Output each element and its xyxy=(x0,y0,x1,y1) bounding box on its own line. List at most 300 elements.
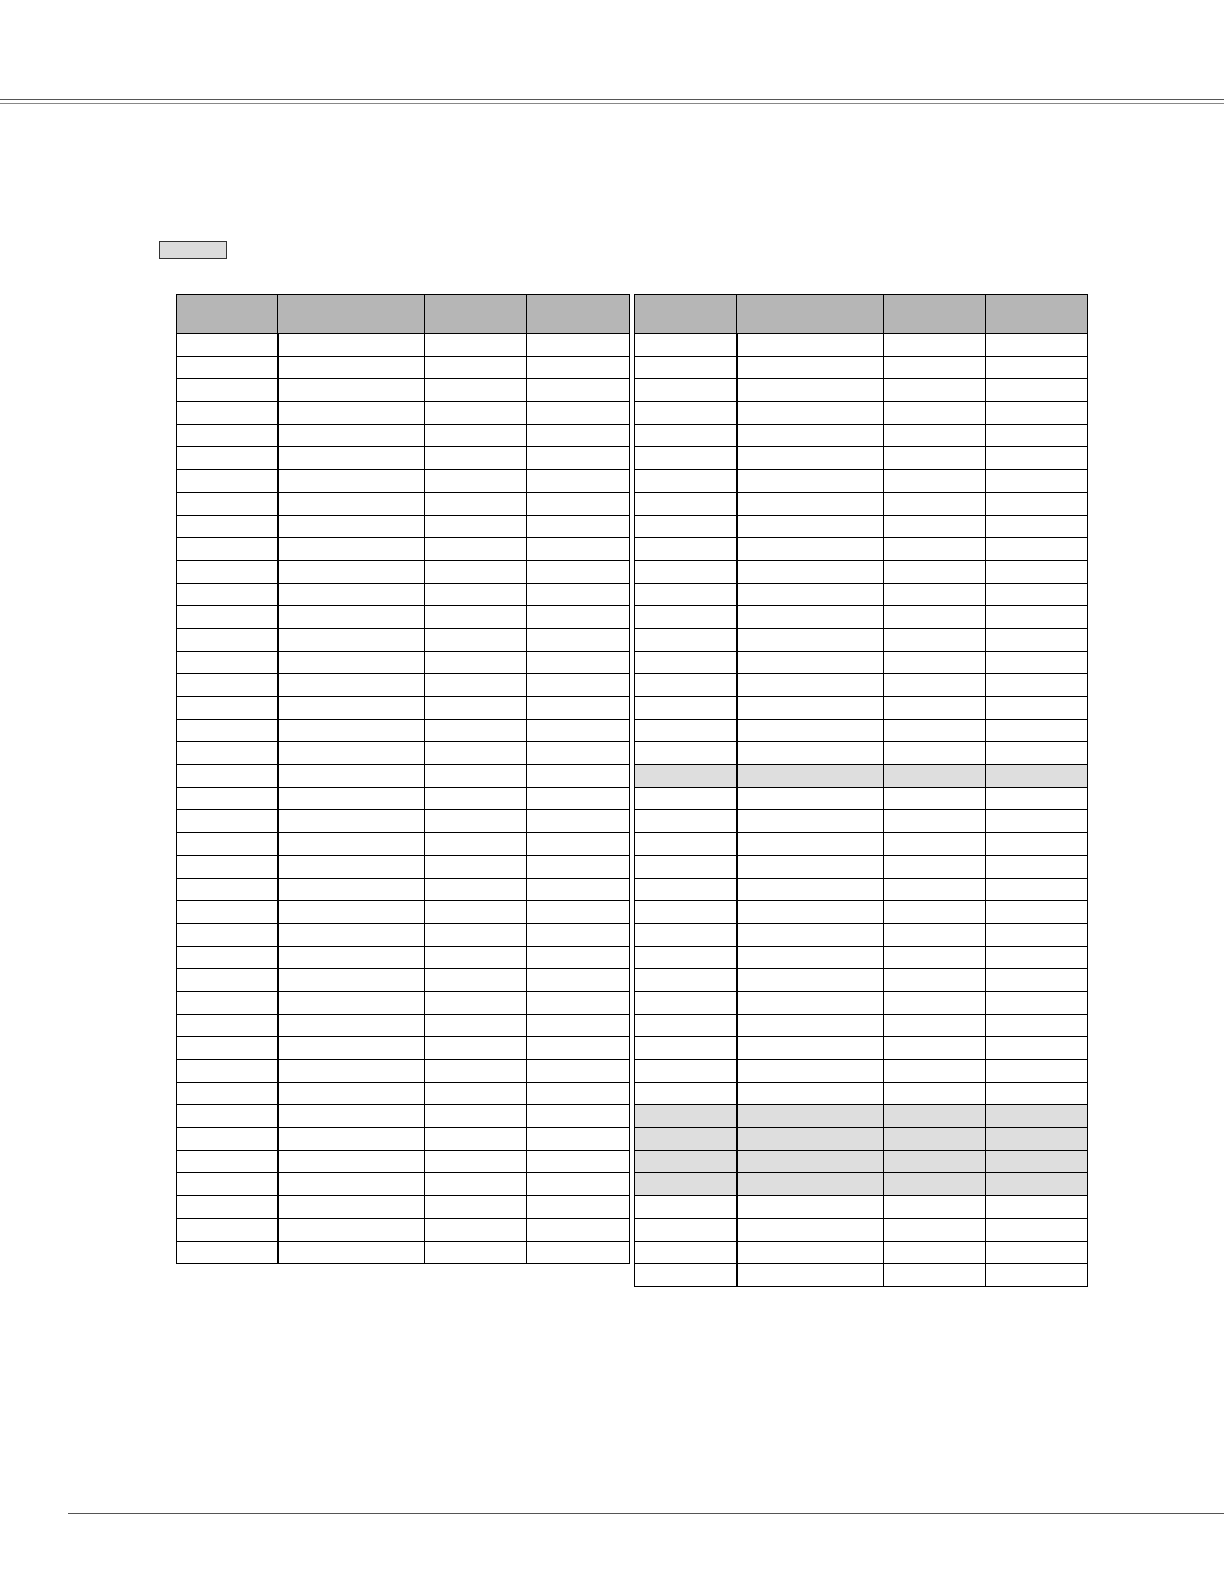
table-cell xyxy=(737,946,884,969)
table-cell xyxy=(635,628,737,651)
table-row xyxy=(177,855,630,878)
table-cell xyxy=(737,583,884,606)
table-cell xyxy=(884,470,986,493)
table-cell xyxy=(177,787,278,810)
table-cell xyxy=(278,379,425,402)
table-cell xyxy=(635,1196,737,1219)
table-cell xyxy=(278,1150,425,1173)
table-cell xyxy=(737,719,884,742)
table-cell xyxy=(425,1105,527,1128)
table-cell xyxy=(737,560,884,583)
table-row xyxy=(177,1218,630,1241)
table-row xyxy=(177,787,630,810)
table-cell xyxy=(527,674,630,697)
table-cell xyxy=(177,946,278,969)
table-row xyxy=(177,1060,630,1083)
table-cell xyxy=(177,651,278,674)
table-cell xyxy=(278,833,425,856)
table-row xyxy=(635,878,1088,901)
table-row xyxy=(635,1037,1088,1060)
table-cell xyxy=(177,470,278,493)
table-cell xyxy=(425,787,527,810)
table-cell xyxy=(884,742,986,765)
table-cell xyxy=(177,878,278,901)
table-cell xyxy=(884,447,986,470)
table-row xyxy=(635,1150,1088,1173)
table-cell xyxy=(884,1060,986,1083)
table-cell xyxy=(737,1173,884,1196)
table-cell xyxy=(425,810,527,833)
table-cell xyxy=(278,810,425,833)
table-row xyxy=(635,855,1088,878)
table-cell xyxy=(986,583,1088,606)
table-cell xyxy=(884,1150,986,1173)
table-cell xyxy=(527,1105,630,1128)
table-cell xyxy=(177,606,278,629)
table-cell xyxy=(278,742,425,765)
table-cell xyxy=(884,334,986,357)
table-row xyxy=(177,1014,630,1037)
table-cell xyxy=(278,538,425,561)
table-cell xyxy=(737,991,884,1014)
table-cell xyxy=(527,1014,630,1037)
table-cell xyxy=(425,1241,527,1264)
table-cell xyxy=(635,1241,737,1264)
table-cell xyxy=(278,1196,425,1219)
table-cell xyxy=(635,1105,737,1128)
table-row xyxy=(635,583,1088,606)
table-cell xyxy=(635,1037,737,1060)
table-cell xyxy=(737,402,884,425)
table-cell xyxy=(884,878,986,901)
table-cell xyxy=(527,923,630,946)
table-cell xyxy=(278,1218,425,1241)
table-cell xyxy=(278,901,425,924)
table-cell xyxy=(278,515,425,538)
table-cell xyxy=(278,1014,425,1037)
table-row xyxy=(177,356,630,379)
table-cell xyxy=(425,674,527,697)
table-cell xyxy=(177,991,278,1014)
table-cell xyxy=(986,1241,1088,1264)
table-cell xyxy=(425,356,527,379)
table-cell xyxy=(737,538,884,561)
table-cell xyxy=(527,379,630,402)
table-cell xyxy=(527,402,630,425)
table-row xyxy=(177,1128,630,1151)
table-cell xyxy=(278,1105,425,1128)
table-cell xyxy=(737,1082,884,1105)
table-cell xyxy=(177,402,278,425)
table-cell xyxy=(527,356,630,379)
table-row xyxy=(177,991,630,1014)
table-cell xyxy=(527,560,630,583)
table-header-row xyxy=(177,295,630,334)
table-row xyxy=(635,1241,1088,1264)
table-cell xyxy=(425,855,527,878)
table-cell xyxy=(737,833,884,856)
table-cell xyxy=(527,1060,630,1083)
table-cell xyxy=(177,1173,278,1196)
table-cell xyxy=(527,946,630,969)
table-cell xyxy=(986,946,1088,969)
table-cell xyxy=(986,697,1088,720)
table-cell xyxy=(177,901,278,924)
table-cell xyxy=(527,515,630,538)
table-cell xyxy=(635,969,737,992)
table-cell xyxy=(737,1218,884,1241)
header-rule-thick xyxy=(0,99,1224,100)
table-cell xyxy=(884,628,986,651)
table-row xyxy=(635,1196,1088,1219)
table-cell xyxy=(527,583,630,606)
table-cell xyxy=(737,424,884,447)
table-cell xyxy=(425,833,527,856)
table-cell xyxy=(177,628,278,651)
column-header xyxy=(278,295,425,334)
table-cell xyxy=(278,946,425,969)
table-cell xyxy=(527,833,630,856)
table-row xyxy=(177,969,630,992)
table-cell xyxy=(527,878,630,901)
table-cell xyxy=(527,447,630,470)
table-cell xyxy=(635,515,737,538)
table-cell xyxy=(177,515,278,538)
table-cell xyxy=(737,674,884,697)
table-cell xyxy=(635,583,737,606)
table-cell xyxy=(425,628,527,651)
table-cell xyxy=(986,1014,1088,1037)
table-row xyxy=(635,628,1088,651)
table-cell xyxy=(986,334,1088,357)
table-cell xyxy=(884,606,986,629)
table-cell xyxy=(635,560,737,583)
table-cell xyxy=(177,1014,278,1037)
table-cell xyxy=(425,402,527,425)
mode-tag-badge xyxy=(159,241,227,259)
table-cell xyxy=(177,765,278,788)
column-header xyxy=(527,295,630,334)
table-cell xyxy=(884,1105,986,1128)
table-cell xyxy=(425,538,527,561)
table-cell xyxy=(884,651,986,674)
table-cell xyxy=(884,1173,986,1196)
table-cell xyxy=(425,878,527,901)
table-cell xyxy=(425,492,527,515)
table-cell xyxy=(177,1060,278,1083)
table-cell xyxy=(986,515,1088,538)
table-cell xyxy=(986,1264,1088,1287)
table-cell xyxy=(635,878,737,901)
table-cell xyxy=(527,334,630,357)
table-cell xyxy=(278,1241,425,1264)
table-row xyxy=(635,787,1088,810)
table-row xyxy=(177,402,630,425)
table-cell xyxy=(635,379,737,402)
table-cell xyxy=(986,424,1088,447)
table-cell xyxy=(635,1150,737,1173)
column-header xyxy=(425,295,527,334)
table-cell xyxy=(425,1128,527,1151)
table-cell xyxy=(884,969,986,992)
table-row xyxy=(635,424,1088,447)
table-cell xyxy=(884,1218,986,1241)
table-row xyxy=(177,1037,630,1060)
table-cell xyxy=(986,1196,1088,1219)
table-cell xyxy=(884,538,986,561)
table-row xyxy=(635,515,1088,538)
table-cell xyxy=(177,447,278,470)
table-row xyxy=(635,356,1088,379)
table-cell xyxy=(278,697,425,720)
table-cell xyxy=(635,697,737,720)
table-row xyxy=(635,1218,1088,1241)
table-cell xyxy=(884,379,986,402)
table-cell xyxy=(278,787,425,810)
table-cell xyxy=(986,1082,1088,1105)
table-cell xyxy=(986,1218,1088,1241)
table-cell xyxy=(737,334,884,357)
table-cell xyxy=(425,651,527,674)
table-cell xyxy=(635,447,737,470)
table-cell xyxy=(527,1037,630,1060)
table-cell xyxy=(278,878,425,901)
table-cell xyxy=(278,447,425,470)
table-row xyxy=(635,606,1088,629)
table-cell xyxy=(425,1173,527,1196)
table-cell xyxy=(177,583,278,606)
table-cell xyxy=(425,606,527,629)
table-cell xyxy=(986,969,1088,992)
table-cell xyxy=(884,923,986,946)
table-cell xyxy=(635,1264,737,1287)
table-cell xyxy=(884,356,986,379)
table-cell xyxy=(986,379,1088,402)
table-cell xyxy=(177,379,278,402)
table-row xyxy=(177,1241,630,1264)
table-cell xyxy=(635,492,737,515)
table-cell xyxy=(635,334,737,357)
table-cell xyxy=(884,424,986,447)
table-cell xyxy=(737,765,884,788)
table-row xyxy=(635,538,1088,561)
table-cell xyxy=(425,560,527,583)
table-row xyxy=(177,583,630,606)
table-row xyxy=(635,560,1088,583)
table-cell xyxy=(635,470,737,493)
table-cell xyxy=(278,470,425,493)
table-cell xyxy=(986,1150,1088,1173)
table-cell xyxy=(278,583,425,606)
table-cell xyxy=(177,810,278,833)
table-cell xyxy=(527,606,630,629)
table-row xyxy=(177,901,630,924)
table-cell xyxy=(884,492,986,515)
table-cell xyxy=(884,901,986,924)
table-cell xyxy=(986,538,1088,561)
table-cell xyxy=(884,674,986,697)
table-cell xyxy=(425,470,527,493)
table-cell xyxy=(278,628,425,651)
table-row xyxy=(635,946,1088,969)
table-row xyxy=(635,1105,1088,1128)
table-cell xyxy=(425,991,527,1014)
table-cell xyxy=(425,1082,527,1105)
table-cell xyxy=(177,923,278,946)
table-row xyxy=(635,1060,1088,1083)
table-row xyxy=(635,1082,1088,1105)
table-cell xyxy=(986,1173,1088,1196)
table-cell xyxy=(177,1241,278,1264)
table-cell xyxy=(177,1082,278,1105)
table-cell xyxy=(737,1150,884,1173)
table-cell xyxy=(527,538,630,561)
table-row xyxy=(177,719,630,742)
table-cell xyxy=(278,1173,425,1196)
table-cell xyxy=(986,1037,1088,1060)
table-cell xyxy=(986,991,1088,1014)
table-cell xyxy=(986,470,1088,493)
table-row xyxy=(635,810,1088,833)
table-row xyxy=(177,379,630,402)
table-cell xyxy=(177,334,278,357)
table-cell xyxy=(278,855,425,878)
table-cell xyxy=(177,855,278,878)
table-cell xyxy=(986,1128,1088,1151)
table-row xyxy=(177,674,630,697)
table-cell xyxy=(737,1014,884,1037)
table-cell xyxy=(278,1037,425,1060)
table-row xyxy=(177,651,630,674)
table-cell xyxy=(177,697,278,720)
table-cell xyxy=(884,765,986,788)
table-cell xyxy=(278,719,425,742)
table-cell xyxy=(425,742,527,765)
table-cell xyxy=(737,923,884,946)
table-cell xyxy=(635,719,737,742)
table-cell xyxy=(986,833,1088,856)
table-cell xyxy=(635,855,737,878)
header-rule-thin xyxy=(0,103,1224,104)
table-cell xyxy=(737,787,884,810)
table-row xyxy=(177,878,630,901)
column-header xyxy=(986,295,1088,334)
table-row xyxy=(177,424,630,447)
table-cell xyxy=(425,1060,527,1083)
table-cell xyxy=(986,1060,1088,1083)
table-cell xyxy=(986,560,1088,583)
table-cell xyxy=(425,697,527,720)
table-row xyxy=(635,334,1088,357)
table-cell xyxy=(527,1196,630,1219)
table-cell xyxy=(527,1173,630,1196)
table-row xyxy=(635,379,1088,402)
table-cell xyxy=(737,969,884,992)
column-header xyxy=(884,295,986,334)
table-cell xyxy=(278,991,425,1014)
table-row xyxy=(177,492,630,515)
table-cell xyxy=(527,855,630,878)
table-cell xyxy=(527,424,630,447)
table-cell xyxy=(737,515,884,538)
table-row xyxy=(635,901,1088,924)
table-cell xyxy=(635,765,737,788)
table-cell xyxy=(635,946,737,969)
table-cell xyxy=(177,424,278,447)
table-cell xyxy=(737,697,884,720)
table-row xyxy=(635,719,1088,742)
table-cell xyxy=(527,719,630,742)
table-row xyxy=(177,470,630,493)
table-cell xyxy=(425,583,527,606)
table-cell xyxy=(884,787,986,810)
table-row xyxy=(177,833,630,856)
table-row xyxy=(177,538,630,561)
table-cell xyxy=(737,1128,884,1151)
table-header-row xyxy=(635,295,1088,334)
table-cell xyxy=(884,855,986,878)
table-cell xyxy=(278,969,425,992)
table-cell xyxy=(986,878,1088,901)
table-cell xyxy=(986,402,1088,425)
table-cell xyxy=(986,606,1088,629)
table-row xyxy=(177,742,630,765)
table-cell xyxy=(527,969,630,992)
table-cell xyxy=(278,334,425,357)
table-cell xyxy=(177,833,278,856)
table-row xyxy=(177,447,630,470)
table-cell xyxy=(986,765,1088,788)
table-cell xyxy=(527,697,630,720)
table-cell xyxy=(527,470,630,493)
table-cell xyxy=(884,560,986,583)
table-cell xyxy=(425,923,527,946)
table-cell xyxy=(177,742,278,765)
table-cell xyxy=(737,1037,884,1060)
table-cell xyxy=(425,1218,527,1241)
table-cell xyxy=(635,991,737,1014)
table-cell xyxy=(278,356,425,379)
table-cell xyxy=(177,969,278,992)
table-cell xyxy=(986,1105,1088,1128)
table-cell xyxy=(425,1196,527,1219)
table-row xyxy=(177,923,630,946)
table-cell xyxy=(278,1128,425,1151)
table-row xyxy=(635,492,1088,515)
table-row xyxy=(635,765,1088,788)
table-cell xyxy=(737,470,884,493)
table-cell xyxy=(177,1128,278,1151)
table-cell xyxy=(425,719,527,742)
table-cell xyxy=(527,651,630,674)
table-cell xyxy=(737,447,884,470)
table-cell xyxy=(737,1105,884,1128)
table-cell xyxy=(737,901,884,924)
table-cell xyxy=(635,1014,737,1037)
table-cell xyxy=(884,991,986,1014)
table-cell xyxy=(986,674,1088,697)
table-cell xyxy=(884,719,986,742)
table-cell xyxy=(986,719,1088,742)
table-cell xyxy=(177,674,278,697)
table-cell xyxy=(177,719,278,742)
table-cell xyxy=(635,742,737,765)
table-cell xyxy=(737,742,884,765)
table-cell xyxy=(635,538,737,561)
table-cell xyxy=(635,1218,737,1241)
table-cell xyxy=(278,492,425,515)
table-cell xyxy=(527,742,630,765)
